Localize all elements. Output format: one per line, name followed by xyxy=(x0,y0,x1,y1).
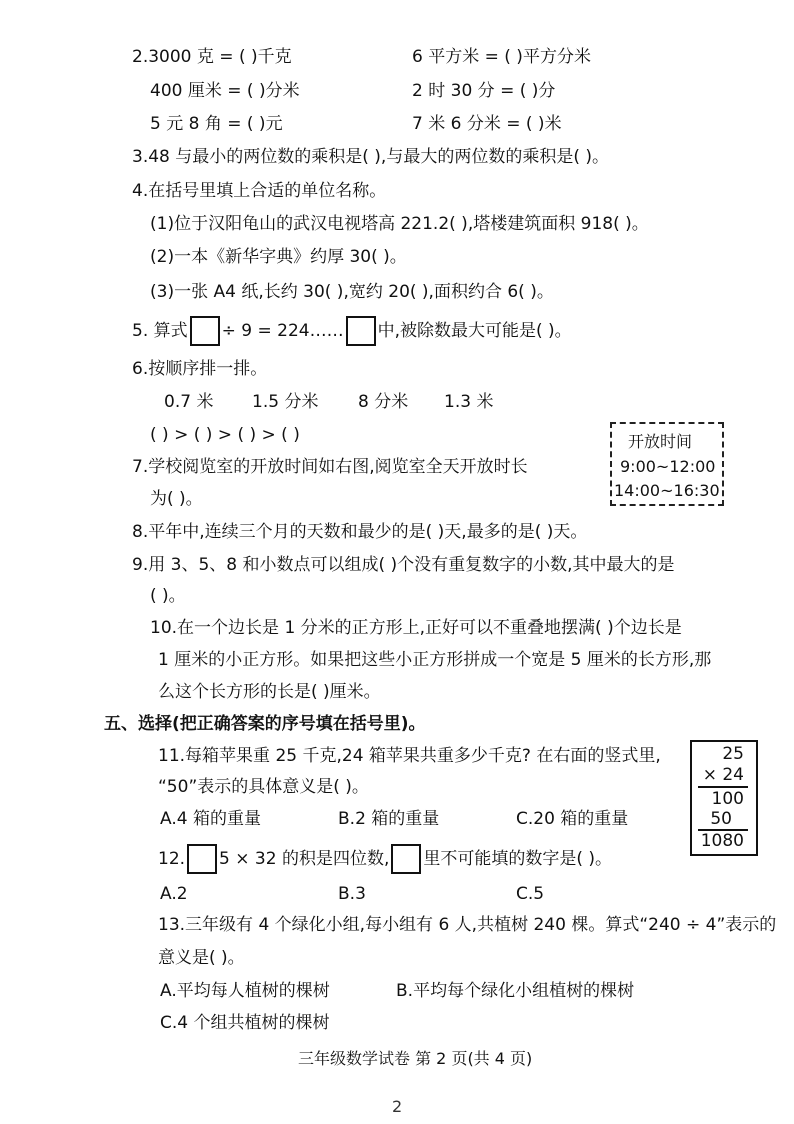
page-number: 2 xyxy=(392,1097,403,1116)
q10-line2: 1 厘米的小正方形。如果把这些小正方形拼成一个宽是 5 厘米的长方形,那 xyxy=(158,650,712,670)
q11-option-b: B.2 箱的重量 xyxy=(338,809,440,829)
q4-sub1: (1)位于汉阳龟山的武汉电视塔高 221.2( ),塔楼建筑面积 918( )。 xyxy=(150,214,649,234)
q2-r1-left: 2.3000 克 = ( )千克 xyxy=(132,47,292,67)
q13-option-a: A.平均每人植树的棵树 xyxy=(160,981,330,1001)
q13-line1: 13.三年级有 4 个绿化小组,每小组有 6 人,共植树 240 棵。算式“240 ÷ 4”表示的 xyxy=(158,915,777,935)
q12-option-c: C.5 xyxy=(516,884,545,904)
q13-option-c: C.4 个组共植树的棵树 xyxy=(160,1013,330,1033)
q3-text: 3.48 与最小的两位数的乘积是( ),与最大的两位数的乘积是( )。 xyxy=(132,147,609,167)
q12-part-b: 5 × 32 的积是四位数, xyxy=(219,849,390,869)
q5-part-b: ÷ 9 = 224…… xyxy=(221,321,344,341)
q10-line1: 10.在一个边长是 1 分米的正方形上,正好可以不重叠地摆满( )个边长是 xyxy=(150,618,682,638)
q4-title: 4.在括号里填上合适的单位名称。 xyxy=(132,181,387,201)
opening-hours-title: 开放时间 xyxy=(628,432,693,451)
q12-option-b: B.3 xyxy=(338,884,366,904)
q11-line1: 11.每箱苹果重 25 千克,24 箱苹果共重多少千克? 在右面的竖式里, xyxy=(158,746,661,766)
q12-part-c: 里不可能填的数字是( )。 xyxy=(423,849,613,869)
q5-part-c: 中,被除数最大可能是( )。 xyxy=(377,321,572,341)
q9-line2: ( )。 xyxy=(150,586,186,606)
q2-r3-left: 5 元 8 角 = ( )元 xyxy=(150,114,283,134)
q12-line xyxy=(158,844,612,874)
q2-r1-right: 6 平方米 = ( )平方分米 xyxy=(412,47,591,67)
q11-option-c: C.20 箱的重量 xyxy=(516,809,629,829)
q13-line2: 意义是( )。 xyxy=(158,948,245,968)
q12-box-2 xyxy=(391,844,421,874)
section-5-heading: 五、选择(把正确答案的序号填在括号里)。 xyxy=(104,714,426,734)
vertical-rule-1 xyxy=(698,786,748,788)
q7-line2: 为( )。 xyxy=(150,489,203,509)
q4-sub2: (2)一本《新华字典》约厚 30( )。 xyxy=(150,247,407,267)
q6-item-3: 8 分米 xyxy=(358,392,409,412)
q5-dividend-box xyxy=(190,316,220,346)
q2-r2-right: 2 时 30 分 = ( )分 xyxy=(412,81,556,101)
vertical-row-3: 100 xyxy=(711,789,744,809)
q13-option-b: B.平均每个绿化小组植树的棵树 xyxy=(396,981,635,1001)
q8-text: 8.平年中,连续三个月的天数和最少的是( )天,最多的是( )天。 xyxy=(132,522,588,542)
vertical-row-2: × 24 xyxy=(702,765,744,785)
q2-r3-right: 7 米 6 分米 = ( )米 xyxy=(412,114,562,134)
opening-hours-time-1: 9:00~12:00 xyxy=(620,457,716,476)
page-footer: 三年级数学试卷 第 2 页(共 4 页) xyxy=(298,1049,533,1068)
q9-line1: 9.用 3、5、8 和小数点可以组成( )个没有重复数字的小数,其中最大的是 xyxy=(132,555,675,575)
q11-line2: “50”表示的具体意义是( )。 xyxy=(158,777,369,797)
q2-r2-left: 400 厘米 = ( )分米 xyxy=(150,81,300,101)
opening-hours-time-2: 14:00~16:30 xyxy=(614,481,720,500)
q4-sub3: (3)一张 A4 纸,长约 30( ),宽约 20( ),面积约合 6( )。 xyxy=(150,282,554,302)
q5-line xyxy=(132,316,572,346)
q12-box-1 xyxy=(187,844,217,874)
q5-part-a: 5. 算式 xyxy=(132,321,188,341)
q12-part-a: 12. xyxy=(158,849,186,869)
vertical-row-5: 1080 xyxy=(700,831,744,851)
q11-option-a: A.4 箱的重量 xyxy=(160,809,261,829)
vertical-row-1: 25 xyxy=(722,744,744,764)
q6-item-4: 1.3 米 xyxy=(444,392,494,412)
q10-line3: 么这个长方形的长是( )厘米。 xyxy=(158,682,381,702)
vertical-row-4: 50 xyxy=(710,809,732,829)
q6-item-1: 0.7 米 xyxy=(164,392,214,412)
q6-item-2: 1.5 分米 xyxy=(252,392,319,412)
q12-option-a: A.2 xyxy=(160,884,188,904)
q5-remainder-box xyxy=(346,316,376,346)
q6-title: 6.按顺序排一排。 xyxy=(132,359,268,379)
q7-line1: 7.学校阅览室的开放时间如右图,阅览室全天开放时长 xyxy=(132,457,528,477)
q6-order-blanks: ( ) > ( ) > ( ) > ( ) xyxy=(150,425,300,445)
